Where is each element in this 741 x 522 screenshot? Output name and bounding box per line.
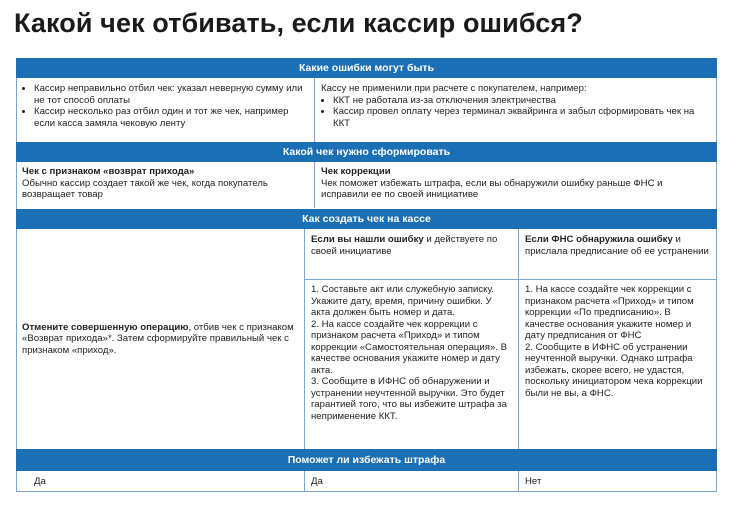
row-divider <box>305 279 716 280</box>
fine-fns-value: Нет <box>525 476 542 487</box>
check-correction-title: Чек коррекции <box>321 166 391 177</box>
section-header-fine: Поможет ли избежать штрафа <box>16 449 717 471</box>
how-cancel-bold: Отмените совершенную операцию <box>22 321 189 333</box>
section-header-how: Как создать чек на кассе <box>16 209 717 229</box>
table-border-bottom <box>16 491 717 492</box>
how-cancel-cell <box>16 229 304 449</box>
page-title: Какой чек отбивать, если кассир ошибся? <box>14 8 583 38</box>
fine-self-value: Да <box>311 476 323 487</box>
list-item: • Кассир несколько раз отбил один и тот же чек, например если касса замяла чековую ленту <box>34 106 308 129</box>
list-item: 2. На кассе создайте чек коррекции с признаком расчета «Приход» и типом коррекции «Самостоятельная операция». В качестве основания укажите номер и дату акта. <box>311 318 508 376</box>
how-self-steps <box>305 281 518 449</box>
list-item: 3. Сообщите в ИФНС об обнаружении и устранении неучтенной выручки. Это будет гарантией того, что вы избежите штрафа за неприменение ККТ. <box>311 376 507 422</box>
how-fns-head <box>519 231 716 279</box>
section-header-errors: Какие ошибки могут быть <box>16 58 717 78</box>
list-item: • ККТ не работала из-за отключения электричества <box>333 95 710 107</box>
list-item: 2. Сообщите в ИФНС об устранении неучтенной выручки. Однако штрафа избежать, скорее всего, не удастся, поскольку инициатором чека коррекции были не вы, а ФНС. <box>525 341 703 399</box>
errors-intro: Кассу не применили при расчете с покупателем, например: <box>321 83 587 94</box>
errors-cashier-list <box>16 80 314 140</box>
how-fns-head-text: и прислала предписание об ее устранении <box>525 234 709 257</box>
errors-no-kkt-list <box>315 80 716 140</box>
how-fns-head-bold: Если ФНС обнаружила ошибку <box>525 234 673 245</box>
table-border-right <box>716 58 717 492</box>
how-fns-steps <box>519 281 716 449</box>
fine-cancel-value: Да <box>34 476 46 487</box>
check-return-cell <box>16 163 314 207</box>
check-return-text: Обычно кассир создает такой же чек, когда покупатель возвращает товар <box>22 177 268 200</box>
check-correction-text: Чек поможет избежать штрафа, если вы обнаружили ошибку раньше ФНС и исправили ее по своей инициативе <box>321 177 663 200</box>
check-correction-cell <box>315 163 716 207</box>
how-self-head-text: и действуете по своей инициативе <box>311 234 498 257</box>
how-cancel-text: , отбив чек с признаком «Возврат прихода»*. Затем сформируйте правильный чек с признаком «приход». <box>22 321 294 356</box>
list-item: • Кассир неправильно отбил чек: указал неверную сумму или не тот способ оплаты <box>34 83 308 106</box>
list-item: 1. На кассе создайте чек коррекции с признаком расчета «Приход» и типом коррекции «По предписанию». В качестве основания укажите номер и дату предписания от ФНС <box>525 284 694 341</box>
how-self-head <box>305 231 518 279</box>
list-item: • Кассир провел оплату через терминал эквайринга и забыл сформировать чек на ККТ <box>333 106 710 129</box>
list-item: 1. Составьте акт или служебную записку. Укажите дату, время, причину ошибки. У акта должен быть номер и дата. <box>311 284 494 318</box>
check-return-title: Чек с признаком «возврат прихода» <box>22 166 195 177</box>
how-self-head-bold: Если вы нашли ошибку <box>311 234 424 245</box>
section-header-check: Какой чек нужно сформировать <box>16 142 717 162</box>
